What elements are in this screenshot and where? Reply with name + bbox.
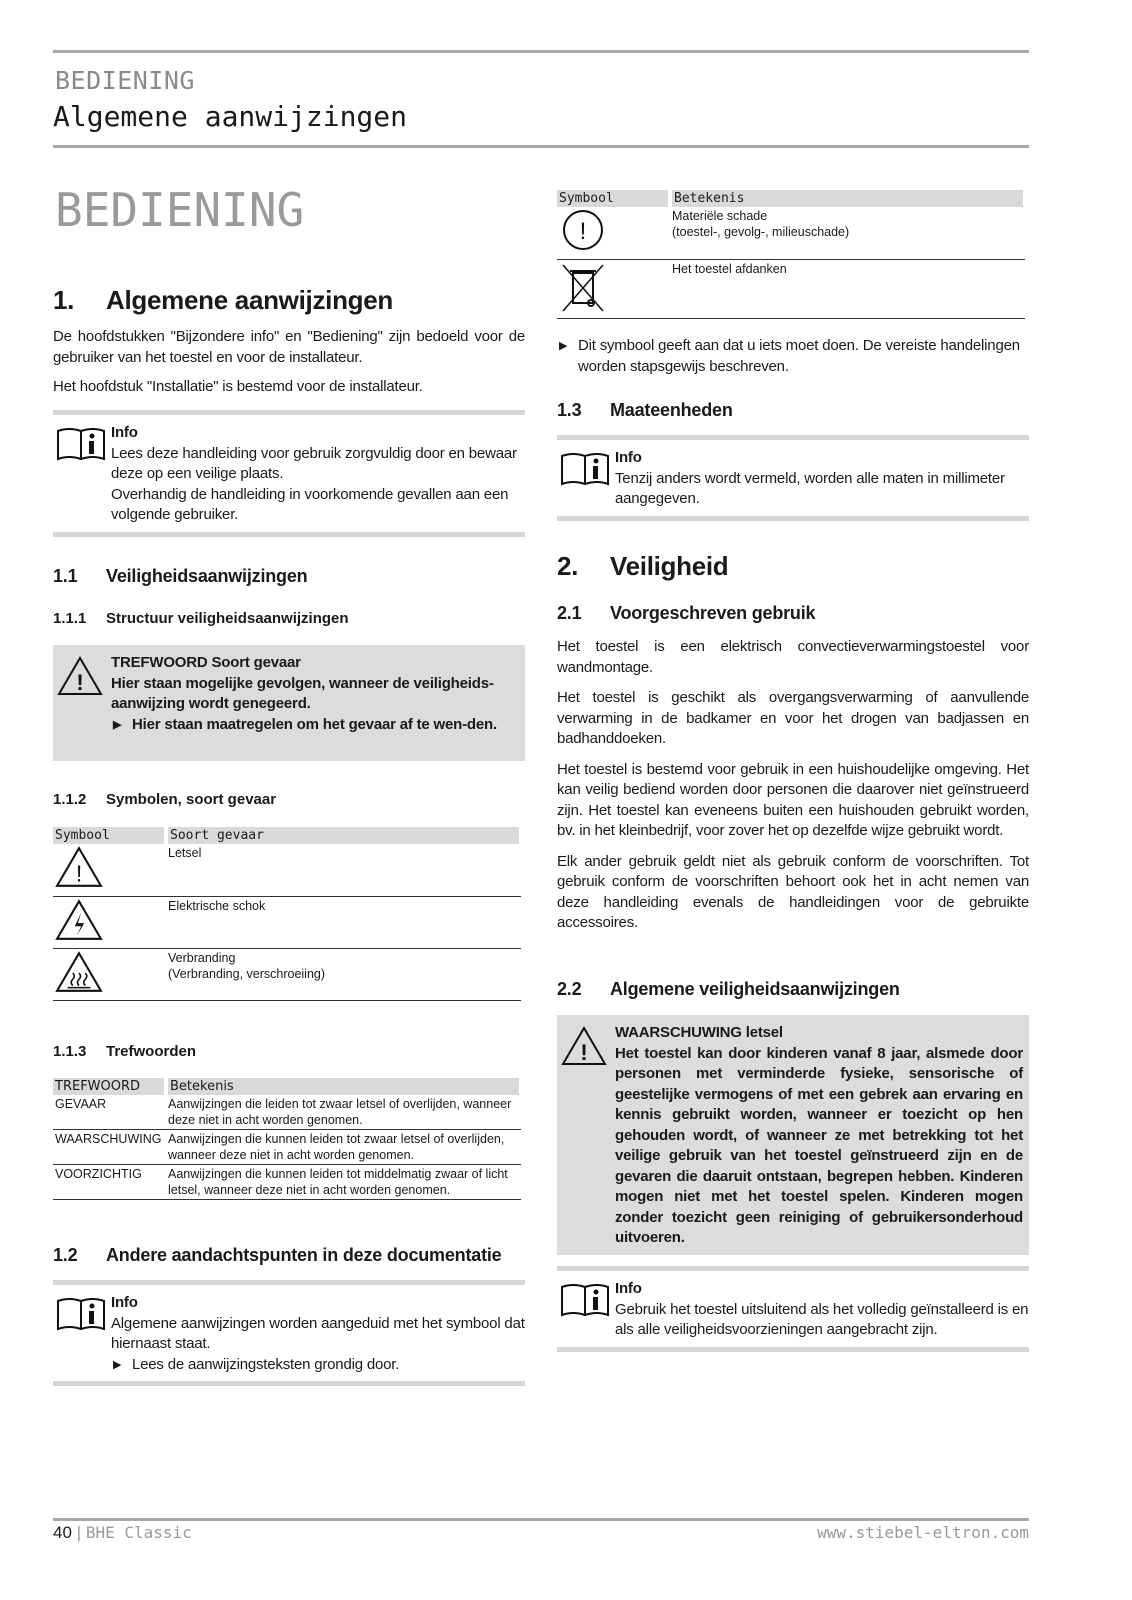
table-row <box>53 896 521 948</box>
page-number: 40 <box>53 1523 72 1542</box>
table-row <box>53 1095 521 1130</box>
section-2-1-body <box>557 637 1029 934</box>
svg-text:!: ! <box>76 670 84 695</box>
cell-text: WAARSCHUWING <box>53 1130 166 1165</box>
info-book-icon <box>55 425 107 463</box>
cell-text: Aanwijzingen die leiden tot zwaar letsel of overlijden, wanneer deze niet in acht worden genomen. <box>166 1095 521 1130</box>
section-2-1-heading: 2.1 Voorgeschreven gebruik <box>557 603 816 623</box>
header-rule-top <box>53 50 1029 53</box>
cell-text: Letsel <box>168 846 202 860</box>
cell-text: Verbranding <box>168 950 236 965</box>
section-1-3-heading: 1.3 Maateenheden <box>557 400 733 420</box>
separator: | <box>76 1523 82 1542</box>
paragraph: Het toestel is een elektrisch convectieverwarmingstoestel voor wandmontage. <box>557 638 1029 676</box>
info-text: Tenzij anders wordt vermeld, worden alle maten in millimeter aangegeven. <box>615 469 1005 507</box>
cell-text: Materiële schade <box>672 209 768 223</box>
info-title: Info <box>615 1280 642 1297</box>
table-row <box>53 844 521 896</box>
table-row <box>53 948 521 1000</box>
section-1-1-3-heading: 1.1.3 Trefwoorden <box>53 1043 197 1060</box>
warning-box <box>557 1015 1029 1255</box>
info-title: Info <box>111 1294 138 1311</box>
svg-text:!: ! <box>579 218 587 245</box>
footer-left <box>53 1523 192 1543</box>
cell-text: Aanwijzingen die kunnen leiden tot zwaar letsel of overlijden, wanneer deze niet in acht worden genomen. <box>166 1130 521 1165</box>
info-book-icon <box>559 450 611 488</box>
section-1-heading: 1. Algemene aanwijzingen <box>53 285 393 315</box>
column-header: Symbool <box>557 190 670 207</box>
header-section: BEDIENING <box>55 66 195 95</box>
column-header: Soort gevaar <box>166 827 521 844</box>
cell-text: VOORZICHTIG <box>53 1165 166 1200</box>
section-1-1-2-heading: 1.1.2 Symbolen, soort gevaar <box>53 791 277 808</box>
table-row <box>557 259 1025 318</box>
warning-title: WAARSCHUWING letsel <box>615 1024 783 1041</box>
paragraph: Het toestel is geschikt als overgangsverwarming of aanvullende verwarming in de badkamer en voor het drogen van badjassen en badhanddoeken. <box>557 689 1029 747</box>
symbols-table <box>557 190 1027 319</box>
signal-words-table <box>53 1078 523 1200</box>
column-header: Symbool <box>53 827 166 844</box>
section-2-heading: 2. Veiligheid <box>557 551 729 581</box>
info-text: Overhandig de handleiding in voorkomende gevallen aan een volgende gebruiker. <box>111 485 509 523</box>
info-bullet: ▶ Lees de aanwijzingsteksten grondig door. <box>111 1355 525 1376</box>
page-title: BEDIENING <box>55 183 305 237</box>
electric-shock-icon <box>55 898 103 942</box>
warning-text: Het toestel kan door kinderen vanaf 8 jaar, alsmede door personen met verminderde fysieke, sensorische of geestelijke vermogens of met een gebrek aan ervaring en kennis gebruikt worden, wanneer er toezicht op hen gehouden wordt, of wanneer ze met betrekking tot het veilige gebruik van het toestel geïnstrueerd zijn en de gevaren die daaruit ontstaan, begrepen hebben. Kinderen mogen niet met het toestel spelen. Kinderen mogen zonder toezicht geen reiniging of gebruikersonderhoud uitvoeren. <box>615 1044 1023 1246</box>
info-book-icon <box>559 1281 611 1319</box>
crossed-bin-icon <box>559 261 607 313</box>
warning-triangle-icon <box>57 655 103 697</box>
table-row <box>557 207 1025 259</box>
warning-triangle-icon <box>55 845 103 889</box>
cell-text: Aanwijzingen die kunnen leiden tot middelmatig zwaar of licht letsel, wanneer deze niet in acht worden genomen. <box>166 1165 521 1200</box>
info-text: Lees deze handleiding voor gebruik zorgvuldig door en bewaar deze op een veilige plaats. <box>111 444 517 482</box>
header-rule-bottom <box>53 145 1029 148</box>
info-box <box>53 1280 525 1386</box>
cell-text: (Verbranding, verschroeiing) <box>168 966 326 981</box>
info-text: Algemene aanwijzingen worden aangeduid met het symbool dat hiernaast staat. <box>111 1314 525 1352</box>
info-text: Gebruik het toestel uitsluitend als het volledig geïnstalleerd is en als alle veiligheidsvoorzieningen aangebracht zijn. <box>615 1300 1029 1338</box>
cell-text: Elektrische schok <box>168 898 266 913</box>
info-title: Info <box>615 449 642 466</box>
column-header: Betekenis <box>166 1078 521 1095</box>
footer-rule <box>53 1518 1029 1521</box>
hot-surface-icon <box>55 950 103 994</box>
info-book-icon <box>55 1295 107 1333</box>
info-box <box>557 435 1029 521</box>
cell-text: GEVAAR <box>53 1095 166 1130</box>
footer-url[interactable]: www.stiebel-eltron.com <box>817 1523 1029 1542</box>
symbols-table <box>53 827 523 1001</box>
info-title: Info <box>111 424 138 441</box>
info-box <box>53 410 525 537</box>
info-box <box>557 1266 1029 1352</box>
table-row <box>53 1130 521 1165</box>
section-1-1-heading: 1.1 Veiligheidsaanwijzingen <box>53 566 308 586</box>
section-2-2-heading: 2.2 Algemene veiligheidsaanwijzingen <box>557 979 900 999</box>
material-damage-icon <box>559 208 607 252</box>
paragraph: Het toestel is bestemd voor gebruik in een huishoudelijke omgeving. Het kan veilig bediend worden door personen die daarover niet geïnstrueerd zijn. Het toestel kan eveneens buiten een huishouden gebruikt worden, bv. in het kleinbedrijf, voor zover het op dezelfde wijze gebruikt wordt. <box>557 760 1029 839</box>
column-header: Betekenis <box>670 190 1025 207</box>
paragraph: Het hoofdstuk "Installatie" is bestemd voor de installateur. <box>53 378 423 395</box>
svg-text:!: ! <box>580 1040 588 1065</box>
column-header: TREFWOORD <box>53 1078 166 1095</box>
table-row <box>53 1165 521 1200</box>
cell-text: Het toestel afdanken <box>672 261 787 276</box>
paragraph: De hoofdstukken "Bijzondere info" en "Bediening" zijn bedoeld voor de gebruiker van het toestel en voor de installateur. <box>53 328 525 366</box>
header-subtitle: Algemene aanwijzingen <box>53 100 408 133</box>
warning-box <box>53 645 525 761</box>
instruction-bullet: ▶ Dit symbool geeft aan dat u iets moet doen. De vereiste handelingen worden stapsgewijs beschreven. <box>557 336 1027 377</box>
warning-title: TREFWOORD Soort gevaar <box>111 654 301 671</box>
section-1-2-heading: 1.2 Andere aandachtspunten in deze documentatie <box>53 1245 502 1265</box>
section-1-1-1-heading: 1.1.1 Structuur veiligheidsaanwijzingen <box>53 610 349 627</box>
svg-text:!: ! <box>75 860 83 887</box>
warning-triangle-icon <box>561 1025 607 1067</box>
paragraph: Elk ander gebruik geldt niet als gebruik conform de voorschriften. Tot gebruik conform de voorschriften behoort ook het in acht nemen van deze handleiding evenals de handleidingen voor de gebruikte accessoires. <box>557 852 1029 931</box>
cell-text: (toestel-, gevolg-, milieuschade) <box>672 225 850 239</box>
warning-text: Hier staan mogelijke gevolgen, wanneer de veiligheids-aanwijzing wordt genegeerd. <box>111 674 494 712</box>
product-name: BHE Classic <box>85 1523 192 1542</box>
warning-bullet: ▶ Hier staan maatregelen om het gevaar af te wen-den. <box>111 715 519 736</box>
